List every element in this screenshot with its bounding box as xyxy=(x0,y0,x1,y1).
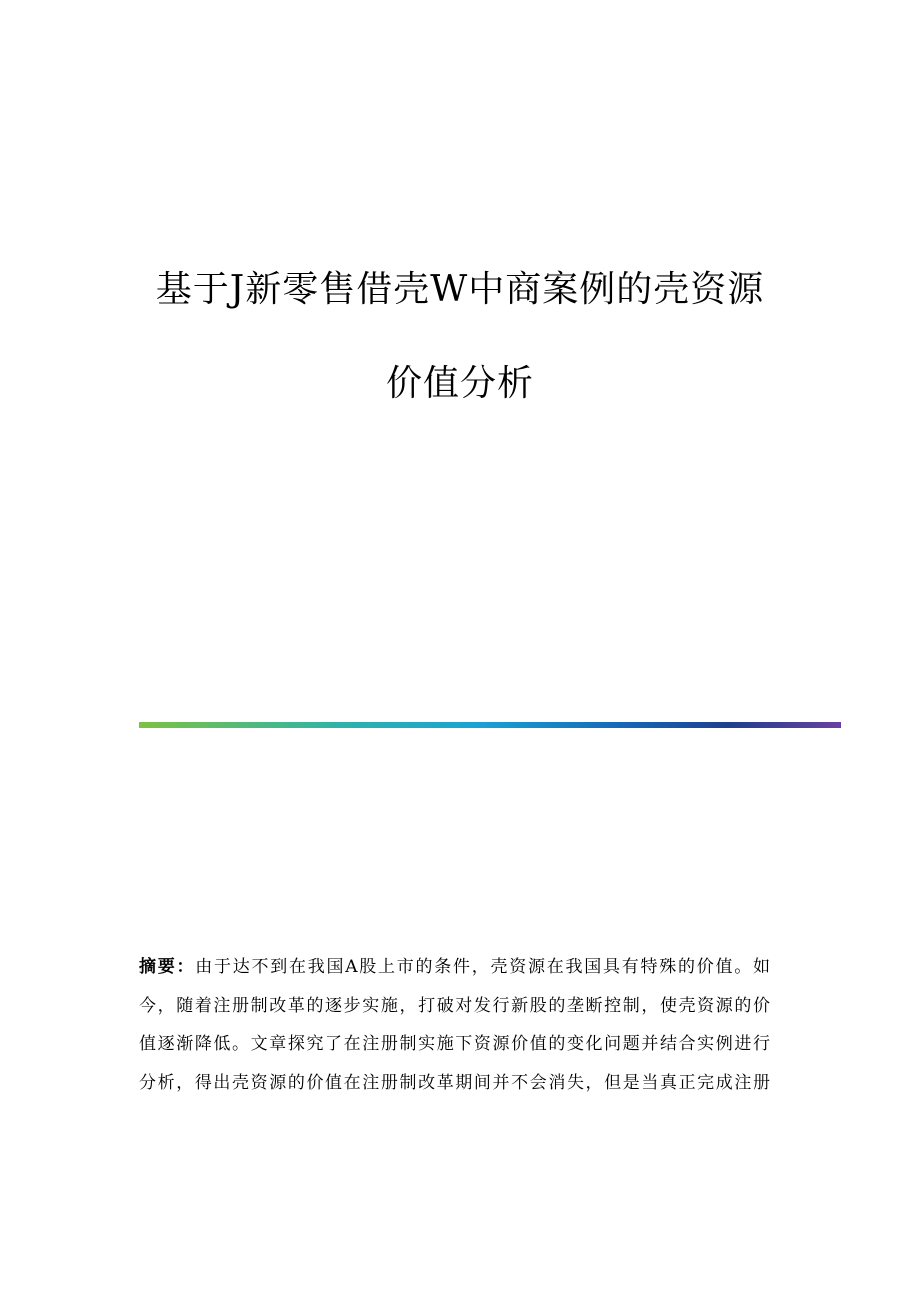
gradient-divider xyxy=(139,722,841,728)
abstract-line-3: 值逐渐降低。文章探究了在注册制实施下资源价值的变化问题并结合实例进行 xyxy=(139,1034,770,1054)
abstract-line-4: 分析，得出壳资源的价值在注册制改革期间并不会消失，但是当真正完成注册 xyxy=(139,1072,770,1093)
abstract-text-1: 由于达不到在我国A股上市的条件，壳资源在我国具有特殊的价值。如 xyxy=(195,957,770,977)
document-title-line-1: 基于J新零售借壳W中商案例的壳资源 xyxy=(155,269,765,310)
abstract-label: 摘要： xyxy=(139,957,196,977)
document-title-line-2: 价值分析 xyxy=(385,363,534,404)
abstract-section xyxy=(139,948,770,1102)
abstract-line-1 xyxy=(139,948,770,987)
abstract-line-2: 今，随着注册制改革的逐步实施，打破对发行新股的垄断控制，使壳资源的价 xyxy=(139,995,770,1016)
